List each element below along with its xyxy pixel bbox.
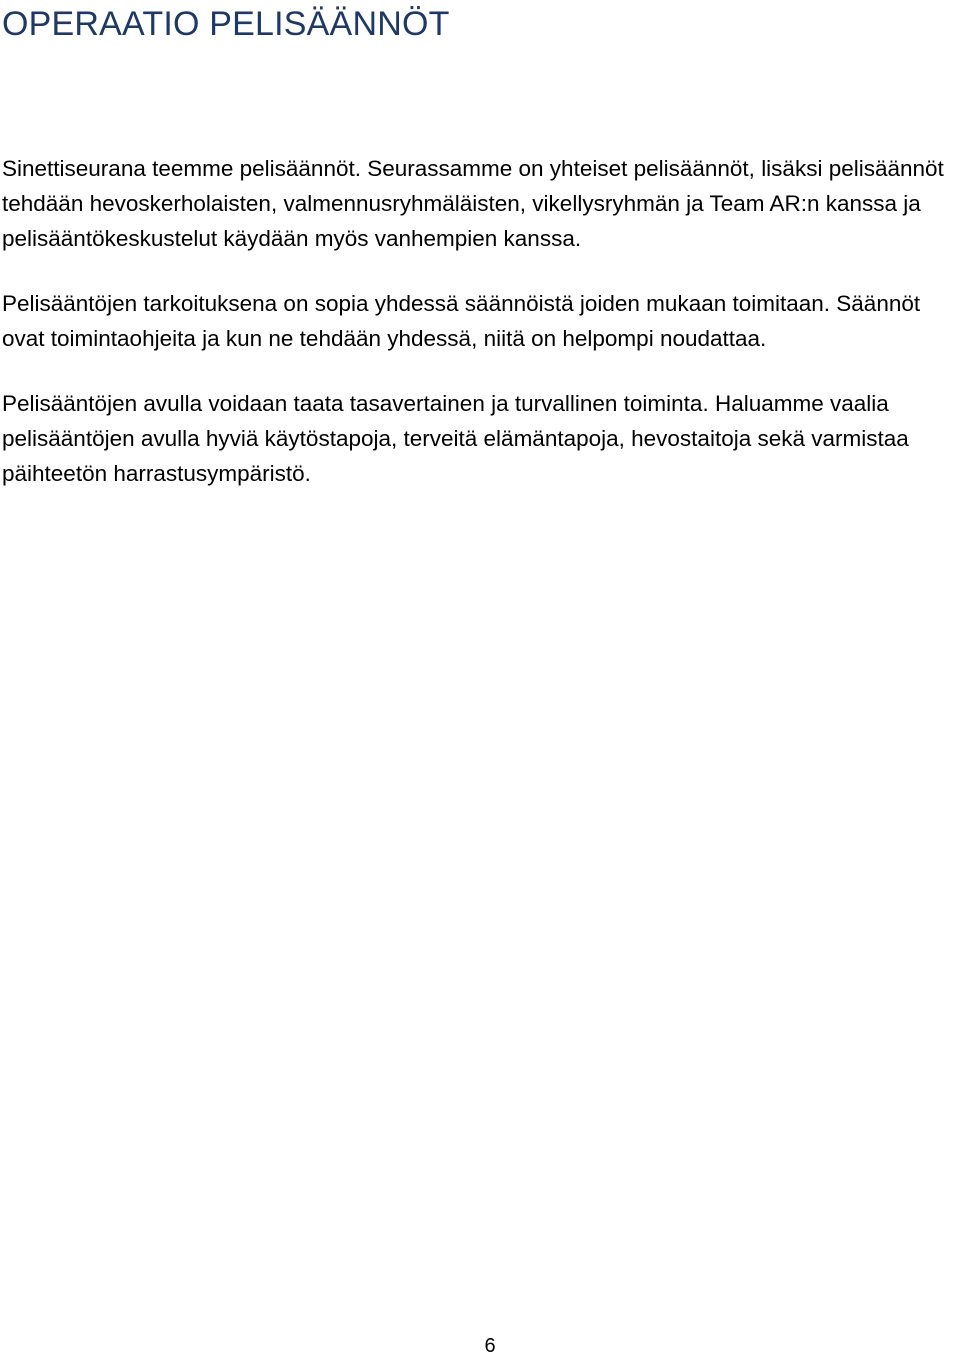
document-body xyxy=(2,151,958,521)
paragraph-goals: Pelisääntöjen avulla voidaan taata tasavertainen ja turvallinen toiminta. Haluamme vaalia pelisääntöjen avulla hyviä käytöstapoja, terveitä elämäntapoja, hevostaitoja sekä varmistaa päihteetön harrastusympäristö. xyxy=(2,391,909,486)
paragraph-intro: Sinettiseurana teemme pelisäännöt. Seurassamme on yhteiset pelisäännöt, lisäksi pelisäännöt tehdään hevoskerholaisten, valmennusryhmäläisten, vikellysryhmän ja Team AR:n kanssa ja pelisääntökeskustelut käydään myös vanhempien kanssa. xyxy=(2,156,944,251)
page-number: 6 xyxy=(484,1335,496,1357)
page-title: OPERAATIO PELISÄÄNNÖT xyxy=(2,5,450,43)
paragraph-purpose: Pelisääntöjen tarkoituksena on sopia yhdessä säännöistä joiden mukaan toimitaan. Säännöt ovat toimintaohjeita ja kun ne tehdään yhdessä, niitä on helpompi noudattaa. xyxy=(2,291,921,351)
